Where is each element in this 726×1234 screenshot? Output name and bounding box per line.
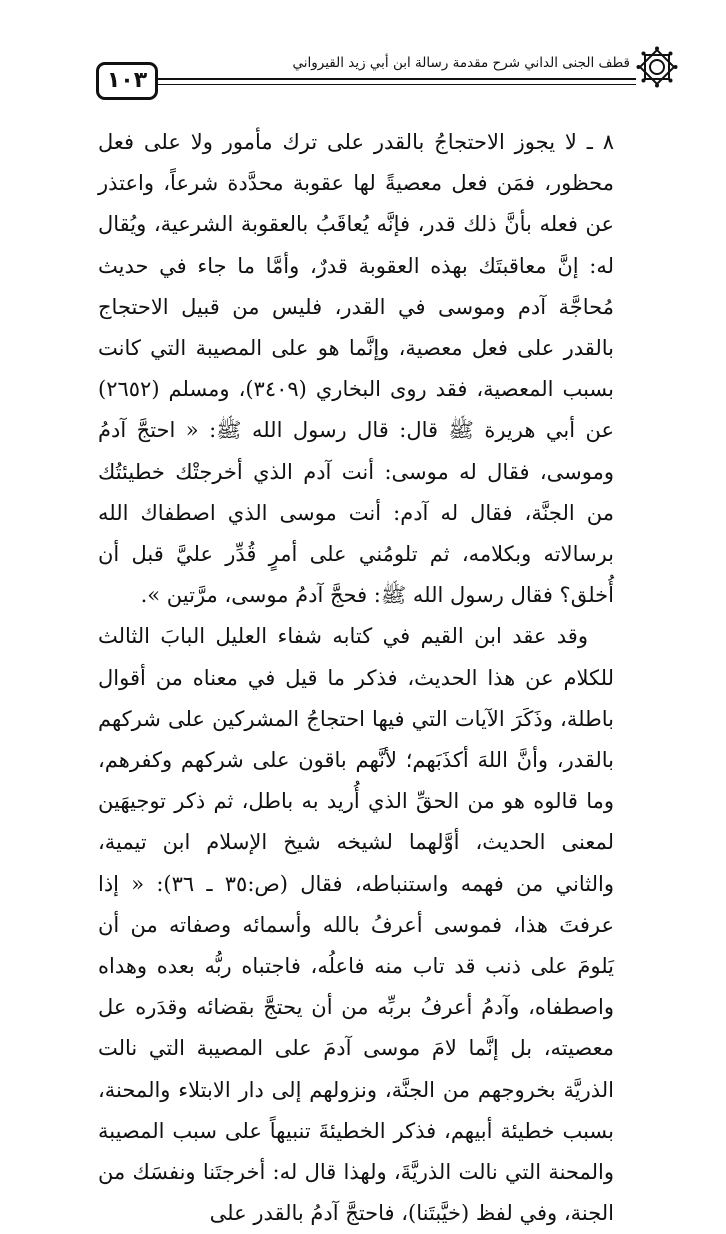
page-number: ١٠٣: [96, 62, 158, 100]
header-rule-thin: [156, 84, 636, 85]
book-title: قطف الجنى الداني شرح مقدمة رسالة ابن أبي زيد القيرواني: [292, 55, 630, 71]
main-text: [98, 122, 614, 1234]
page-header: [0, 0, 726, 110]
header-rule: [156, 78, 636, 80]
paragraph-point-8: ٨ ـ لا يجوز الاحتجاجُ بالقدر على ترك مأمور ولا على فعل محظور، فمَن فعل معصيةً لها عقوبة محدَّدة شرعاً، واعتذر عن فعله بأنَّ ذلك قدر، فإنَّه يُعاقَبُ بالعقوبة الشرعية، ويُقال له: إنَّ معاقبتَك بهذه العقوبة قدرٌ، وأمَّا ما جاء في حديث مُحاجَّة آدم وموسى في القدر، فليس من قبيل الاحتجاج بالقدر على فعل معصية، وإنَّما هو على المصيبة التي كانت بسبب المعصية، فقد روى البخاري (٣٤٠٩)، ومسلم (٢٦٥٢) عن أبي هريرة ﷺ قال: قال رسول الله ﷺ: « احتجَّ آدمُ وموسى، فقال له موسى: أنت آدم الذي أخرجتْك خطيئتُك من الجنَّة، فقال له آدم: أنت موسى الذي اصطفاك الله برسالاته وبكلامه، ثم تلومُني على أمرٍ قُدِّر عليَّ قبل أن أُخلق؟ فقال رسول الله ﷺ: فحجَّ آدمُ موسى، مرَّتين ».: [98, 130, 614, 608]
ornament-icon: [636, 46, 678, 88]
paragraph-ibn-qayyim: وقد عقد ابن القيم في كتابه شفاء العليل البابَ الثالث للكلام عن هذا الحديث، فذكر ما قيل في معناه من أقوال باطلة، وذَكَرَ الآيات التي فيها احتجاجُ المشركين على شركهم بالقدر، وأنَّ اللهَ أكذَبَهم؛ لأنَّهم باقون على شركهم وكفرهم، وما قالوه هو من الحقِّ الذي أُريد به باطل، ثم ذكر توجيهَين لمعنى الحديث، أوَّلهما لشيخه شيخ الإسلام ابن تيمية، والثاني من فهمه واستنباطه، فقال (ص:٣٥ ـ ٣٦): « إذا عرفتَ هذا، فموسى أعرفُ بالله وأسمائه وصفاته من أن يَلومَ على ذنب قد تاب منه فاعلُه، فاجتباه ربُّه بعده وهداه واصطفاه، وآدمُ أعرفُ بربِّه من أن يحتجَّ بقضائه وقدَره عل معصيته، بل إنَّما لامَ موسى آدمَ على المصيبة التي نالت الذريَّة بخروجهم من الجنَّة، ونزولهم إلى دار الابتلاء والمحنة، بسبب خطيئة أبيهم، فذكر الخطيئةَ تنبيهاً على سبب المصيبة والمحنة التي نالت الذريَّةَ، ولهذا قال له: أخرجتَنا ونفسَك من الجنة، وفي لفظ (خيَّبتَنا)، فاحتجَّ آدمُ بالقدر على: [98, 624, 614, 1226]
